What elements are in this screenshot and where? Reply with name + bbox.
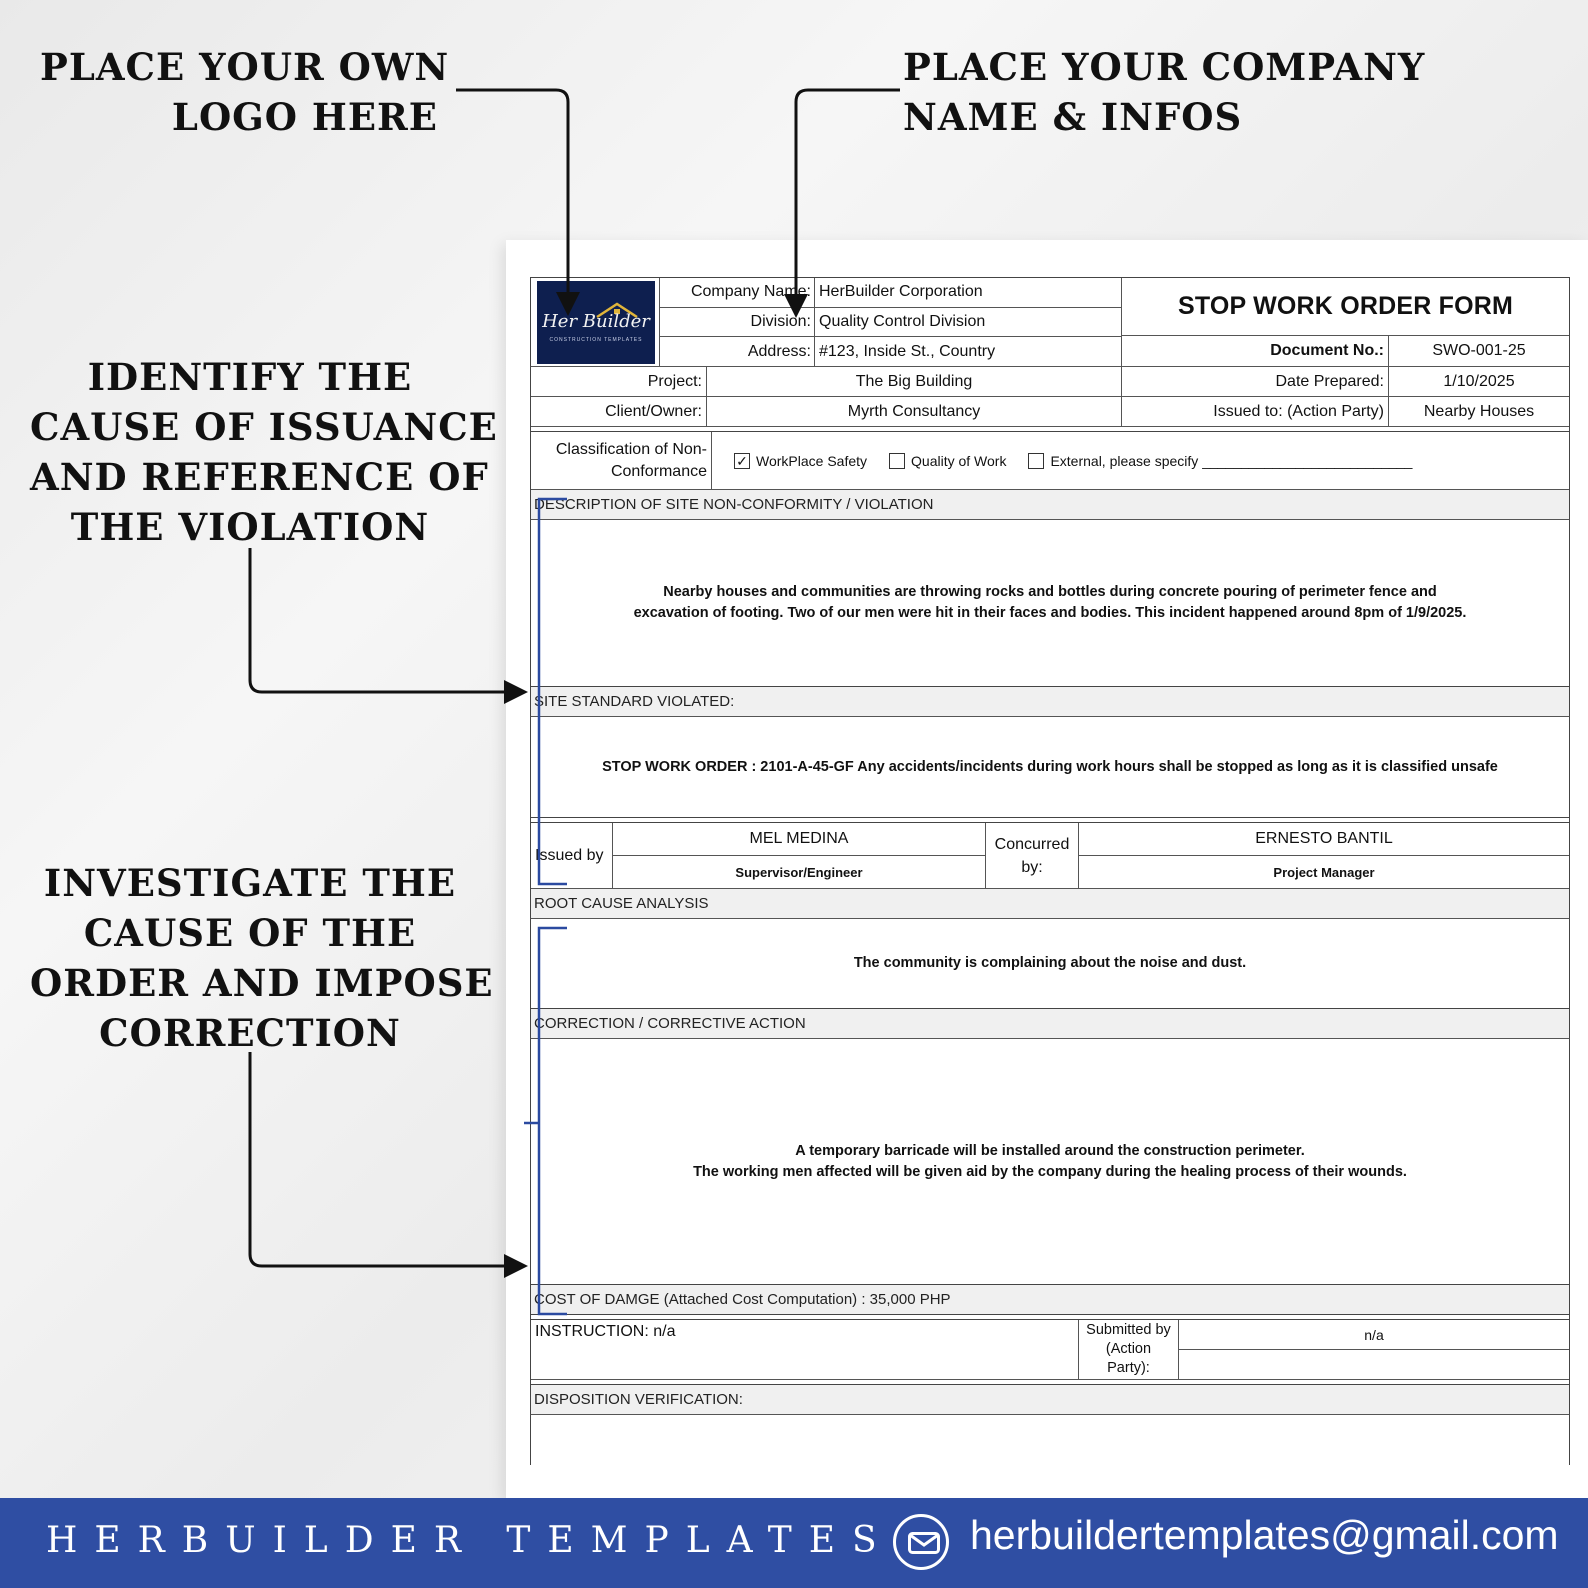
document-number-label: Document No.: xyxy=(1122,336,1389,366)
callout-logo-line: LOGO HERE xyxy=(171,95,438,139)
root-cause-heading: ROOT CAUSE ANALYSIS xyxy=(530,889,1570,919)
classification-label xyxy=(531,432,712,490)
client-row xyxy=(530,397,1570,427)
callout-logo-line: PLACE YOUR OWN xyxy=(40,45,450,89)
logo-subtext: CONSTRUCTION TEMPLATES xyxy=(549,337,643,343)
correction-body[interactable] xyxy=(530,1039,1570,1285)
submitted-by-label xyxy=(1079,1320,1179,1380)
instruction-row xyxy=(530,1320,1570,1380)
description-line: Nearby houses and communities are throwing rocks and bottles during concrete pouring of perimeter fence and xyxy=(663,584,1437,600)
division-row xyxy=(660,308,1121,338)
submitted-by-field[interactable]: n/a xyxy=(1179,1320,1569,1350)
division-label: Division: xyxy=(660,308,815,337)
address-row xyxy=(660,337,1121,367)
description-heading: DESCRIPTION OF SITE NON-CONFORMITY / VIOLATION xyxy=(530,490,1570,520)
date-prepared-field[interactable]: 1/10/2025 xyxy=(1389,367,1569,397)
issued-to-field[interactable]: Nearby Houses xyxy=(1389,397,1569,427)
correction-line: A temporary barricade will be installed around the construction perimeter. xyxy=(795,1142,1305,1159)
concurred-label-line: by: xyxy=(1021,858,1043,876)
company-info-grid xyxy=(659,278,1122,366)
callout-investigate-line: ORDER AND IMPOSE xyxy=(30,961,494,1005)
classification-label-line: Classification of Non- xyxy=(555,440,707,458)
callout-logo xyxy=(40,42,450,142)
company-logo[interactable] xyxy=(537,281,655,364)
callout-company-line: PLACE YOUR COMPANY xyxy=(903,45,1426,89)
root-cause-body[interactable] xyxy=(530,919,1570,1009)
issued-by-label: Issued by xyxy=(531,823,613,889)
callout-identify xyxy=(30,352,498,552)
site-standard-text: STOP WORK ORDER : 2101-A-45-GF Any accidents/incidents during work hours shall be stopped as long as it is classified unsafe xyxy=(602,758,1498,775)
project-label: Project: xyxy=(531,367,707,397)
disposition-body[interactable] xyxy=(530,1415,1570,1465)
company-name-field[interactable]: HerBuilder Corporation xyxy=(819,283,983,301)
concurred-by-name[interactable]: ERNESTO BANTIL xyxy=(1079,823,1569,856)
classification-label-line: Conformance xyxy=(610,462,707,480)
callout-identify-line: AND REFERENCE OF xyxy=(30,455,489,499)
document-number-row xyxy=(1122,336,1569,366)
callout-investigate-line: CAUSE OF THE xyxy=(83,911,417,955)
checkbox-checked-icon[interactable]: ✓ xyxy=(734,453,750,469)
date-prepared-label: Date Prepared: xyxy=(1122,367,1389,397)
company-name-row xyxy=(660,278,1121,308)
submitted-label-line: Submitted by xyxy=(1086,1322,1171,1338)
envelope-icon xyxy=(908,1532,940,1554)
classification-options xyxy=(712,432,1569,490)
concurred-by-label xyxy=(986,823,1079,889)
logo-script-text: Her Builder xyxy=(542,311,650,332)
description-line: excavation of footing. Two of our men were hit in their faces and bodies. This incident happened around 8pm of 1/9/2025. xyxy=(633,605,1467,621)
option-label: WorkPlace Safety xyxy=(756,452,868,469)
concurred-label-line: Concurred xyxy=(994,835,1070,853)
brand-name: HERBUILDER TEMPLATES xyxy=(46,1520,894,1561)
company-name-label: Company Name: xyxy=(660,278,815,307)
project-field[interactable]: The Big Building xyxy=(707,367,1122,397)
callout-company xyxy=(903,42,1425,142)
issued-by-name[interactable]: MEL MEDINA xyxy=(613,823,985,856)
callout-identify-line: CAUSE OF ISSUANCE xyxy=(30,405,498,449)
arrow-investigate xyxy=(250,1052,522,1266)
correction-heading: CORRECTION / CORRECTIVE ACTION xyxy=(530,1009,1570,1039)
address-label: Address: xyxy=(660,337,815,367)
arrow-identify xyxy=(250,548,522,692)
classification-row xyxy=(530,432,1570,490)
mail-icon[interactable] xyxy=(893,1514,949,1570)
callout-investigate-line: CORRECTION xyxy=(99,1011,401,1055)
submitted-label-line: (Action xyxy=(1105,1341,1152,1357)
callout-identify-line: IDENTIFY THE xyxy=(87,355,413,399)
project-row xyxy=(530,367,1570,397)
issued-by-role: Supervisor/Engineer xyxy=(735,864,863,880)
client-field[interactable]: Myrth Consultancy xyxy=(707,397,1122,427)
option-external[interactable] xyxy=(1028,453,1412,469)
issued-by-block xyxy=(613,823,986,889)
option-label: External, please specify ___________________________ xyxy=(1050,452,1413,469)
address-field[interactable]: #123, Inside St., Country xyxy=(819,342,996,360)
concurred-by-block xyxy=(1079,823,1569,889)
division-field[interactable]: Quality Control Division xyxy=(819,312,986,330)
footer-bar xyxy=(0,1498,1588,1588)
issued-to-label: Issued to: (Action Party) xyxy=(1122,397,1389,427)
site-standard-body[interactable] xyxy=(530,717,1570,818)
submitted-label-line: Party): xyxy=(1107,1360,1150,1376)
root-cause-text: The community is complaining about the noise and dust. xyxy=(853,955,1247,971)
option-label: Quality of Work xyxy=(911,452,1007,469)
disposition-heading: DISPOSITION VERIFICATION: xyxy=(530,1385,1570,1415)
signature-row xyxy=(530,823,1570,889)
client-label: Client/Owner: xyxy=(531,397,707,427)
correction-line: The working men affected will be given aid by the company during the healing process of their wounds. xyxy=(693,1163,1407,1180)
submitted-by-block xyxy=(1179,1320,1569,1380)
checkbox-icon[interactable] xyxy=(1028,453,1044,469)
callout-investigate xyxy=(30,858,494,1058)
stop-work-order-form xyxy=(530,277,1570,1465)
callout-company-line: NAME & INFOS xyxy=(903,95,1243,139)
contact-email[interactable]: herbuildertemplates@gmail.com xyxy=(970,1512,1559,1558)
document-number-field[interactable]: SWO-001-25 xyxy=(1432,342,1526,359)
form-title: STOP WORK ORDER FORM xyxy=(1122,278,1569,336)
option-workplace-safety[interactable] xyxy=(734,453,867,469)
site-standard-heading: SITE STANDARD VIOLATED: xyxy=(530,687,1570,717)
callout-identify-line: THE VIOLATION xyxy=(70,505,430,549)
submitted-by-signature[interactable] xyxy=(1179,1350,1569,1379)
checkbox-icon[interactable] xyxy=(889,453,905,469)
callout-investigate-line: INVESTIGATE THE xyxy=(43,861,457,905)
form-header xyxy=(530,277,1570,367)
option-quality-of-work[interactable] xyxy=(889,453,1006,469)
cost-of-damage: COST OF DAMGE (Attached Cost Computation) : 35,000 PHP xyxy=(530,1285,1570,1315)
concurred-by-role: Project Manager xyxy=(1273,864,1375,880)
description-body[interactable] xyxy=(530,520,1570,687)
instruction-field[interactable]: INSTRUCTION: n/a xyxy=(531,1320,1079,1380)
